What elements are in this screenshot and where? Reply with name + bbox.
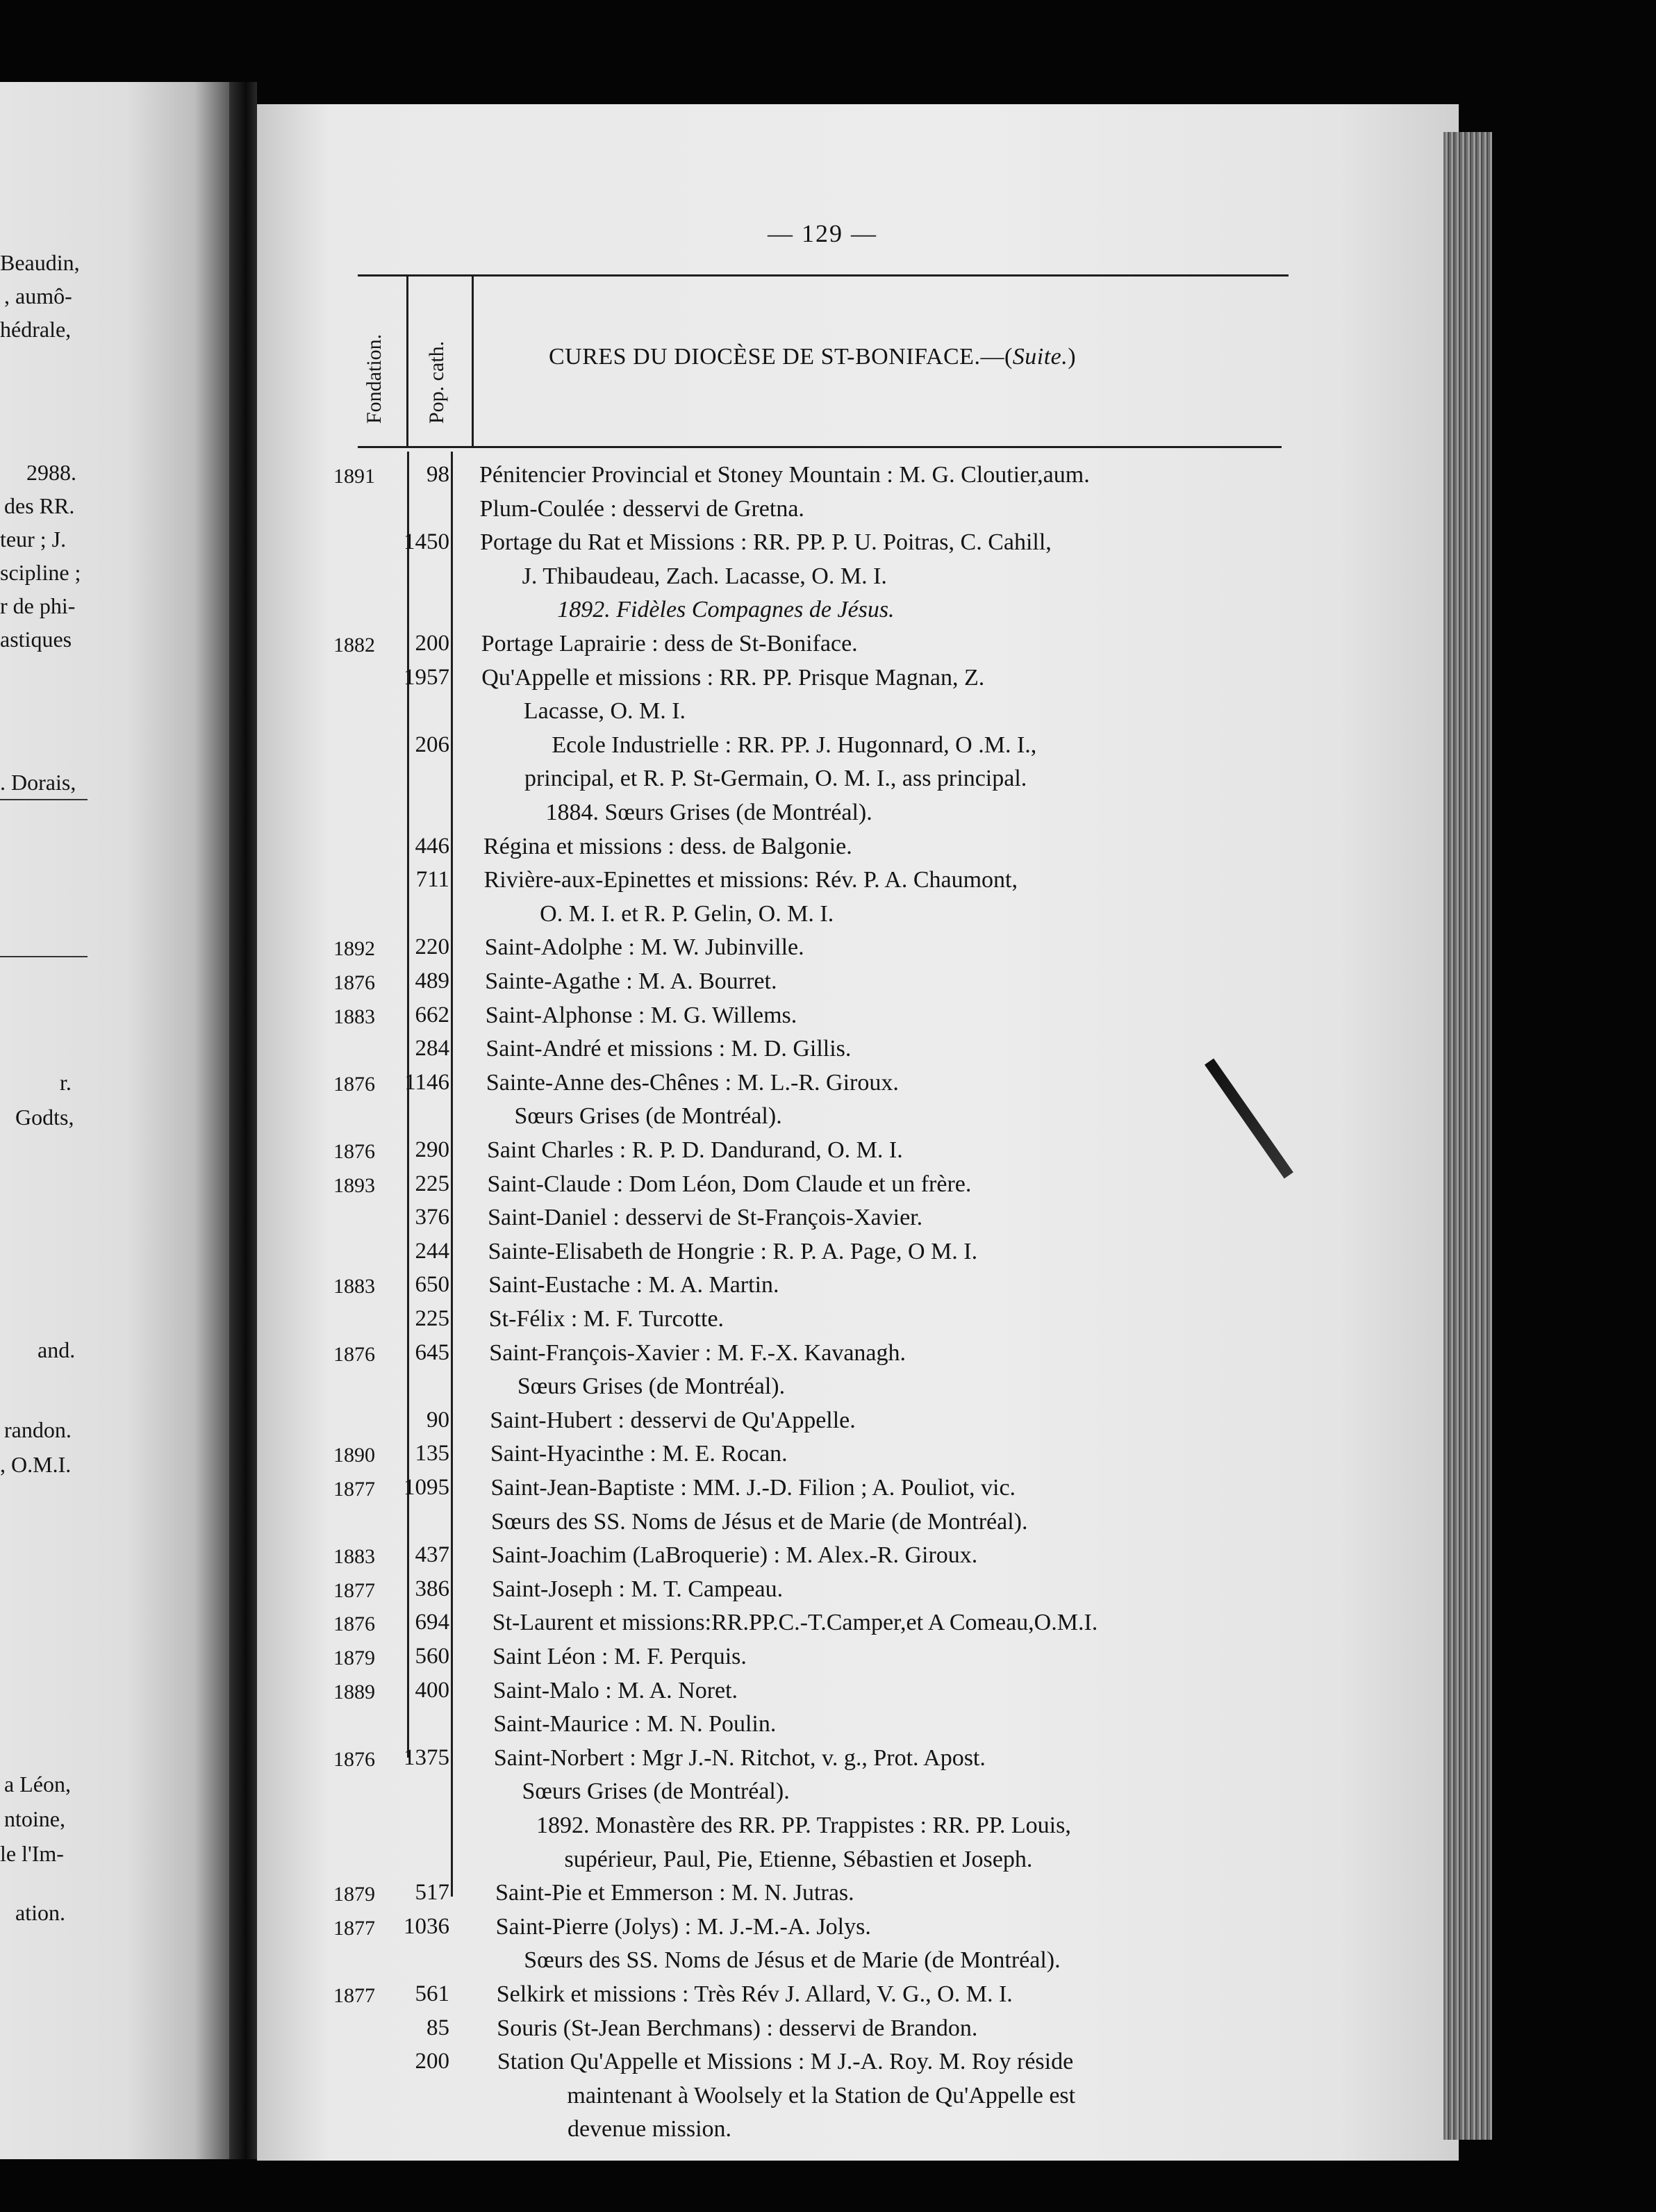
parish-entry: J. Thibaudeau, Zach. Lacasse, O. M. I. [522,563,887,589]
page-number: — 129 — [768,220,877,247]
population-count: 561 [415,1981,449,2006]
parish-entry: Souris (St-Jean Berchmans) : desservi de Brandon. [497,2015,978,2041]
fondation-year: 1879 [333,1883,375,1906]
parish-entry: Plum-Coulée : desservi de Gretna. [479,495,804,522]
population-count: 645 [415,1339,449,1365]
page-edge [1443,132,1492,2140]
parish-entry: 1892. Fidèles Compagnes de Jésus. [557,597,895,623]
left-page-text: astiques [0,627,72,652]
population-count: 1957 [404,664,449,690]
left-page-text: scipline ; [0,560,81,585]
parish-entry: Portage Laprairie : dess de St-Boniface. [481,631,858,657]
parish-entry: St-Laurent et missions:RR.PP.C.-T.Camper,et A Comeau,O.M.I. [492,1610,1098,1636]
left-page-text: , aumô- [4,283,72,308]
parish-entry: Saint-Malo : M. A. Noret. [492,1677,738,1703]
fondation-year: 1876 [333,971,375,994]
left-page-text: and. [38,1337,76,1362]
fondation-year: 1876 [333,1612,375,1636]
fondation-year: 1877 [333,1478,375,1501]
population-count: 206 [415,732,449,757]
parish-entry: Sainte-Anne des-Chênes : M. L.-R. Giroux. [486,1069,899,1096]
parish-entry: Sœurs Grises (de Montréal). [522,1778,790,1805]
parish-entry: Saint-Joseph : M. T. Campeau. [492,1576,784,1602]
fondation-year: 1879 [333,1646,375,1669]
population-count: 135 [415,1441,449,1467]
header-fondation: Fondation. [363,333,386,424]
parish-entry: Selkirk et missions : Très Rév J. Allard, V. G., O. M. I. [496,1981,1013,2007]
parish-entry: Saint-Daniel : desservi de St-François-Xavier. [488,1205,923,1231]
parish-entry: Saint-Alphonse : M. G. Willems. [485,1002,797,1028]
parish-entry: Saint-Adolphe : M. W. Jubinville. [484,934,804,961]
left-page-text: le l'Im- [0,1841,64,1866]
parish-entry: 1884. Sœurs Grises (de Montréal). [545,800,872,825]
fondation-year: 1891 [333,465,375,488]
parish-entry: Saint-Jean-Baptiste : MM. J.-D. Filion ; A. Pouliot, vic. [490,1475,1016,1501]
population-count: 98 [427,462,449,487]
population-count: 437 [415,1542,449,1568]
table-top-rule [358,274,1289,276]
parish-entry: devenue mission. [567,2116,732,2143]
population-count: 225 [415,1306,449,1331]
left-page-fragment [0,82,229,2159]
parish-entry: Saint-Pie et Emmerson : M. N. Jutras. [495,1880,854,1906]
left-page-text: ntoine, [4,1806,65,1831]
left-page-text: hédrale, [0,317,72,342]
parish-entry: Saint Charles : R. P. D. Dandurand, O. M. I. [487,1137,903,1163]
population-count: 711 [415,867,449,893]
parish-entry: Sœurs Grises (de Montréal). [517,1373,786,1400]
parish-entry: Saint-André et missions : M. D. Gillis. [486,1036,852,1062]
population-count: 560 [415,1644,449,1669]
population-count: 1450 [404,529,449,555]
parish-entry: Portage du Rat et Missions : RR. PP. P. U. Poitras, C. Cahill, [480,529,1052,556]
population-count: 244 [415,1238,449,1264]
population-count: 386 [415,1576,449,1601]
left-page-text: randon. [4,1417,72,1442]
population-count: 517 [415,1880,449,1906]
left-page-text: Beaudin, [0,250,80,275]
population-count: 85 [427,2015,449,2040]
parish-entry: Sœurs des SS. Noms de Jésus et de Marie (de Montréal). [491,1508,1028,1535]
parish-entry: Saint-Eustache : M. A. Martin. [488,1272,779,1298]
parish-entry: Saint-Joachim (LaBroquerie) : M. Alex.-R. Giroux. [491,1542,978,1569]
parish-entry: supérieur, Paul, Pie, Etienne, Sébastien et Joseph. [564,1846,1033,1872]
left-page-text: a Léon, [4,1772,71,1797]
parish-entry: maintenant à Woolsely et la Station de Qu'Appelle est [567,2082,1076,2108]
population-count: 1146 [404,1069,449,1095]
left-page-text: ation. [15,1900,65,1925]
parish-entry: Saint-Norbert : Mgr J.-N. Ritchot, v. g., Prot. Apost. [493,1744,986,1771]
population-count: 290 [415,1137,449,1162]
population-count: 662 [415,1002,449,1027]
population-count: 90 [427,1407,449,1433]
column-rule-1 [406,274,408,448]
parish-entry: Saint-Maurice : M. N. Poulin. [493,1711,777,1738]
parish-entry: Sainte-Agathe : M. A. Bourret. [485,968,777,994]
left-page-text: des RR. [4,493,75,518]
parish-entry: Régina et missions : dess. de Balgonie. [483,833,852,859]
parish-entry: Qu'Appelle et missions : RR. PP. Prisque Magnan, Z. [481,664,985,691]
left-page-rule [0,799,88,800]
fondation-year: 1883 [333,1005,375,1028]
parish-entry: Ecole Industrielle : RR. PP. J. Hugonnard, O .M. I., [552,732,1037,758]
parish-entry: principal, et R. P. St-Germain, O. M. I., ass principal. [524,766,1027,792]
parish-entry: Lacasse, O. M. I. [523,698,686,725]
left-page-text: r. [60,1070,72,1095]
population-count: 200 [415,2049,449,2074]
parish-entry: Saint-Hyacinthe : M. E. Rocan. [490,1441,788,1467]
parish-entry: Rivière-aux-Epinettes et missions: Rév. P. A. Chaumont, [483,867,1018,893]
parish-entry: 1892. Monastère des RR. PP. Trappistes : RR. PP. Louis, [536,1813,1071,1838]
fondation-year: 1876 [333,1342,375,1366]
fondation-year: 1877 [333,1578,375,1602]
left-page-text: 2988. [26,460,76,485]
header-pop-cath: Pop. cath. [425,340,448,424]
left-page-text: teur ; J. [0,527,67,552]
header-bottom-rule [358,446,1282,448]
parish-entry: Saint-Claude : Dom Léon, Dom Claude et un frère. [487,1171,972,1197]
population-count: 694 [415,1610,449,1635]
population-count: 1036 [404,1913,449,1939]
fondation-year: 1876 [333,1140,375,1163]
parish-entry: Station Qu'Appelle et Missions : M J.-A. Roy. M. Roy réside [497,2049,1074,2075]
parish-entry: Saint Léon : M. F. Perquis. [492,1644,747,1669]
parish-entry: Saint-Pierre (Jolys) : M. J.-M.-A. Jolys. [495,1913,871,1940]
population-count: 650 [415,1272,449,1298]
fondation-year: 1883 [333,1545,375,1569]
parish-entry: Sœurs des SS. Noms de Jésus et de Marie (de Montréal). [524,1947,1061,1974]
fondation-year: 1893 [333,1173,375,1197]
parish-entry: Pénitencier Provincial et Stoney Mountain : M. G. Cloutier,aum. [479,462,1090,488]
parish-entry: Sœurs Grises (de Montréal). [514,1103,782,1130]
left-page-text: , O.M.I. [0,1452,72,1477]
fondation-year: 1882 [333,634,375,657]
fondation-year: 1889 [333,1680,375,1703]
column-rule-2 [472,274,474,448]
fondation-year: 1877 [333,1984,375,2007]
fondation-year: 1890 [333,1444,375,1467]
parish-entry: O. M. I. et R. P. Gelin, O. M. I. [540,900,834,927]
population-count: 220 [415,934,449,960]
fondation-year: 1892 [333,937,375,961]
population-count: 225 [415,1171,449,1196]
fondation-year: 1877 [333,1916,375,1940]
left-page-rule [0,956,88,957]
population-count: 400 [415,1677,449,1703]
population-count: 446 [415,833,449,859]
parish-entry: Sainte-Elisabeth de Hongrie : R. P. A. Page, O M. I. [488,1238,978,1264]
fondation-year: 1876 [333,1072,375,1096]
fondation-year: 1883 [333,1275,375,1298]
table-title [549,344,1076,370]
parish-entry: Saint-Hubert : desservi de Qu'Appelle. [490,1407,856,1433]
fondation-year: 1876 [333,1747,375,1771]
pop-column-rule [451,452,453,1897]
left-page-text: . Dorais, [0,770,76,795]
population-count: 376 [415,1205,449,1230]
table-title-close: ) [1068,344,1077,370]
population-count: 489 [415,968,449,993]
table-title-suite: Suite. [1012,344,1068,370]
population-count: 1095 [404,1475,449,1500]
parish-entry: Saint-François-Xavier : M. F.-X. Kavanagh. [489,1339,906,1366]
left-page-text: r de phi- [0,593,76,618]
population-count: 1375 [404,1744,449,1770]
population-count: 200 [415,631,449,656]
parish-entry: St-Félix : M. F. Turcotte. [488,1306,724,1332]
left-page-text: Godts, [15,1105,74,1130]
book-gutter [229,82,257,2159]
population-count: 284 [415,1036,449,1062]
table-title-main: CURES DU DIOCÈSE DE ST-BONIFACE.—( [549,344,1013,370]
